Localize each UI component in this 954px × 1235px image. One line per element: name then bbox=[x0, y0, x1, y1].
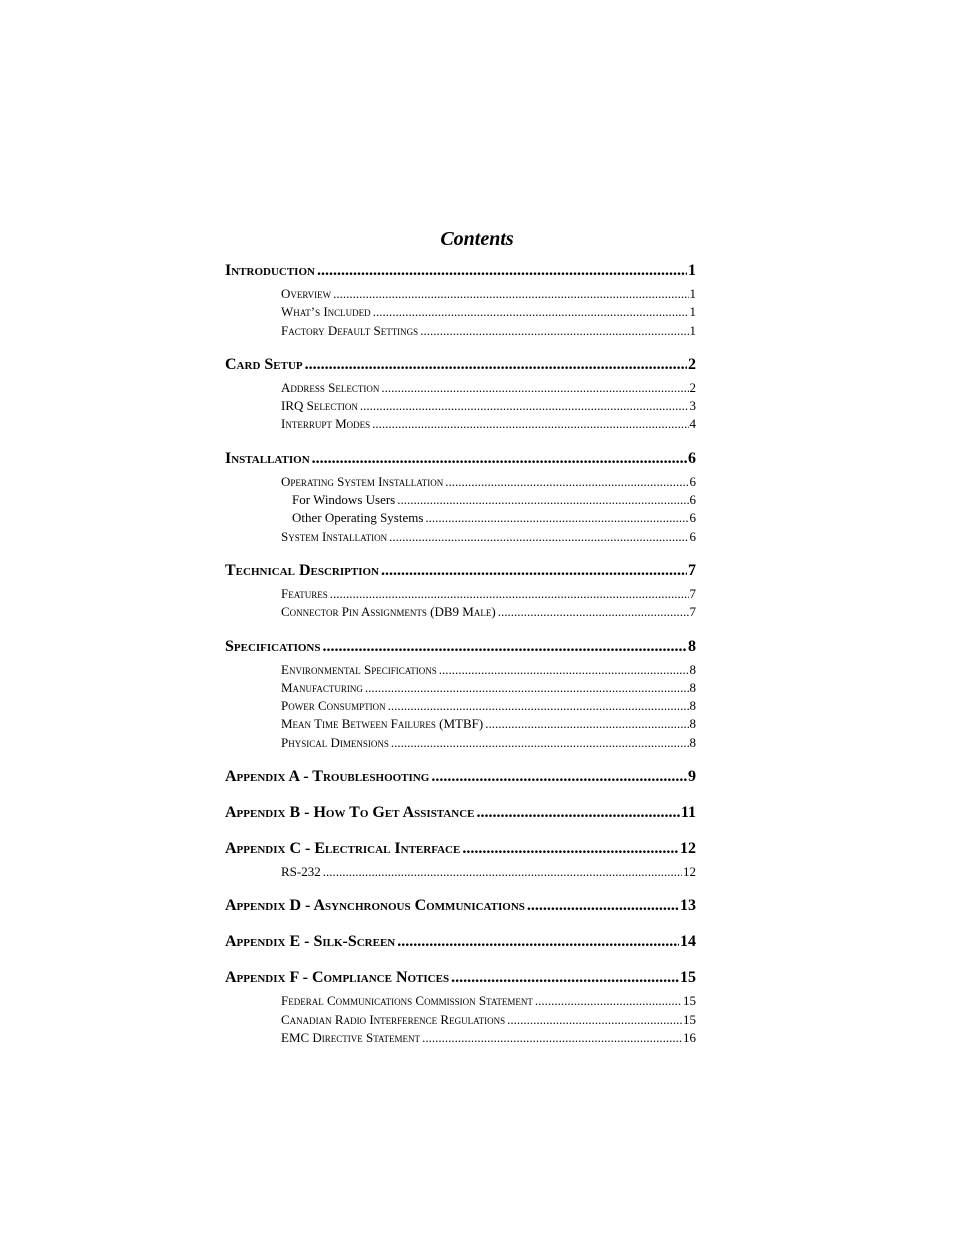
toc-entry-label: System Installation bbox=[281, 528, 388, 544]
toc-section-entry[interactable] bbox=[225, 473, 696, 491]
toc-entry-label: EMC Directive Statement bbox=[281, 1029, 421, 1045]
toc-entry-label: Factory Default Settings bbox=[281, 322, 419, 338]
toc-dot-leader bbox=[391, 734, 689, 752]
toc-section-entry[interactable] bbox=[225, 992, 696, 1010]
toc-section-entry[interactable] bbox=[225, 603, 696, 621]
toc-chapter-entry[interactable] bbox=[225, 260, 696, 282]
toc-page-number: 8 bbox=[689, 661, 696, 677]
toc-chapter-entry[interactable] bbox=[225, 636, 696, 658]
toc-entry-label: Connector Pin Assignments (DB9 Male) bbox=[281, 604, 496, 620]
toc-entry-label: Appendix F - Compliance Notices bbox=[225, 969, 450, 987]
toc-section-entry[interactable] bbox=[225, 491, 696, 509]
toc-page-number: 4 bbox=[689, 416, 696, 432]
toc-dot-leader bbox=[420, 322, 688, 340]
toc-entry-label: Power Consumption bbox=[281, 698, 386, 714]
toc-entry-label: Appendix C - Electrical Interface bbox=[225, 840, 461, 858]
toc-dot-leader bbox=[535, 992, 682, 1010]
toc-page-number: 12 bbox=[680, 840, 696, 858]
toc-section-entry[interactable] bbox=[225, 1011, 696, 1029]
toc-dot-leader bbox=[507, 1011, 682, 1029]
toc-entry-label: Operating System Installation bbox=[281, 473, 444, 489]
toc-dot-leader bbox=[381, 379, 688, 397]
toc-entry-label: Features bbox=[281, 585, 328, 601]
toc-chapter-entry[interactable] bbox=[225, 448, 696, 470]
toc-entry-label: Introduction bbox=[225, 262, 315, 279]
toc-section-entry[interactable] bbox=[225, 379, 696, 397]
toc-entry-label: Canadian Radio Interference Regulations bbox=[281, 1011, 506, 1027]
toc-entry-label: Environmental Specifications bbox=[281, 661, 437, 677]
toc-entry-label: Overview bbox=[281, 286, 332, 301]
toc-section-entry[interactable] bbox=[225, 397, 696, 415]
toc-entry-label: Address Selection bbox=[281, 379, 380, 395]
toc-chapter-entry[interactable] bbox=[225, 967, 696, 989]
toc-page-number: 14 bbox=[680, 933, 696, 951]
toc-dot-leader bbox=[477, 802, 680, 824]
toc-page-number: 16 bbox=[683, 1029, 696, 1045]
toc-dot-leader bbox=[498, 603, 689, 621]
toc-page-number: 1 bbox=[689, 322, 696, 338]
toc-section-entry[interactable] bbox=[225, 863, 696, 881]
toc-section-entry[interactable] bbox=[225, 322, 696, 340]
toc-dot-leader bbox=[397, 931, 679, 953]
toc-entry-label: Appendix A - Troubleshooting bbox=[225, 768, 430, 786]
toc-page-number: 13 bbox=[680, 897, 696, 915]
toc-entry-label: Physical Dimensions bbox=[281, 734, 389, 750]
toc-entry-label: Mean Time Between Failures (MTBF) bbox=[281, 716, 484, 732]
toc-chapter-entry[interactable] bbox=[225, 560, 696, 582]
toc-dot-leader bbox=[333, 285, 688, 303]
toc-dot-leader bbox=[462, 838, 679, 860]
toc-page-number: 15 bbox=[680, 969, 696, 987]
toc-page-number: 7 bbox=[688, 561, 696, 579]
toc-section-entry[interactable] bbox=[225, 734, 696, 752]
toc-dot-leader bbox=[312, 448, 687, 470]
table-of-contents bbox=[225, 260, 696, 1047]
toc-section-entry[interactable] bbox=[225, 285, 696, 303]
toc-page-number: 15 bbox=[683, 993, 696, 1009]
toc-section-entry[interactable] bbox=[225, 509, 696, 527]
toc-dot-leader bbox=[445, 473, 688, 491]
toc-dot-leader bbox=[431, 766, 687, 788]
toc-dot-leader bbox=[360, 397, 689, 415]
toc-page-number: 1 bbox=[689, 286, 696, 301]
toc-page-number: 8 bbox=[689, 734, 696, 750]
toc-entry-label: Other Operating Systems bbox=[292, 510, 424, 526]
toc-chapter-entry[interactable] bbox=[225, 838, 696, 860]
toc-dot-leader bbox=[527, 895, 679, 917]
toc-dot-leader bbox=[451, 967, 679, 989]
toc-entry-label: Appendix B - How To Get Assistance bbox=[225, 804, 475, 822]
toc-chapter-entry[interactable] bbox=[225, 931, 696, 953]
toc-entry-label: Appendix D - Asynchronous Communications bbox=[225, 897, 525, 915]
toc-section-entry[interactable] bbox=[225, 679, 696, 697]
toc-dot-leader bbox=[439, 661, 689, 679]
toc-entry-label: Manufacturing bbox=[281, 679, 363, 695]
toc-page-number: 2 bbox=[689, 379, 696, 395]
toc-page-number: 6 bbox=[689, 492, 696, 508]
toc-dot-leader bbox=[323, 636, 688, 658]
toc-page-number: 15 bbox=[683, 1011, 696, 1027]
toc-section-entry[interactable] bbox=[225, 303, 696, 321]
toc-dot-leader bbox=[485, 715, 688, 733]
toc-dot-leader bbox=[372, 415, 688, 433]
toc-dot-leader bbox=[422, 1029, 682, 1047]
toc-page-number: 9 bbox=[688, 768, 696, 786]
toc-entry-label: Federal Communications Commission Statement bbox=[281, 993, 533, 1009]
toc-section-entry[interactable] bbox=[225, 661, 696, 679]
toc-entry-label: Technical Description bbox=[225, 561, 379, 579]
toc-page-number: 8 bbox=[689, 716, 696, 732]
toc-page-number: 12 bbox=[683, 864, 696, 880]
toc-chapter-entry[interactable] bbox=[225, 895, 696, 917]
toc-chapter-entry[interactable] bbox=[225, 766, 696, 788]
toc-entry-label: Installation bbox=[225, 449, 310, 467]
toc-page-number: 7 bbox=[689, 585, 696, 601]
toc-dot-leader bbox=[397, 491, 688, 509]
toc-entry-label: Card Setup bbox=[225, 355, 303, 373]
toc-page-number: 6 bbox=[689, 510, 696, 526]
toc-entry-label: Appendix E - Silk-Screen bbox=[225, 933, 396, 951]
toc-section-entry[interactable] bbox=[225, 415, 696, 433]
toc-page-number: 11 bbox=[680, 804, 696, 822]
toc-page-number: 1 bbox=[689, 304, 696, 320]
toc-section-entry[interactable] bbox=[225, 528, 696, 546]
toc-chapter-entry[interactable] bbox=[225, 354, 696, 376]
toc-page-number: 6 bbox=[688, 449, 696, 467]
toc-dot-leader bbox=[425, 509, 688, 527]
toc-chapter-entry[interactable] bbox=[225, 802, 696, 824]
toc-entry-label: Specifications bbox=[225, 637, 321, 655]
toc-entry-label: Interrupt Modes bbox=[281, 416, 371, 432]
toc-dot-leader bbox=[381, 560, 687, 582]
toc-entry-label: IRQ Selection bbox=[281, 398, 358, 414]
toc-page-number: 8 bbox=[688, 637, 696, 655]
toc-page-number: 8 bbox=[689, 679, 696, 695]
toc-page-number: 6 bbox=[689, 528, 696, 544]
toc-dot-leader bbox=[317, 260, 687, 282]
toc-section-entry[interactable] bbox=[225, 585, 696, 603]
toc-entry-label: For Windows Users bbox=[292, 492, 396, 508]
toc-entry-label: RS-232 bbox=[281, 864, 321, 880]
toc-section-entry[interactable] bbox=[225, 1029, 696, 1047]
toc-section-entry[interactable] bbox=[225, 697, 696, 715]
toc-section-entry[interactable] bbox=[225, 715, 696, 733]
toc-dot-leader bbox=[373, 303, 689, 321]
page-title: Contents bbox=[440, 228, 514, 250]
toc-page-number: 3 bbox=[689, 398, 696, 414]
toc-dot-leader bbox=[323, 863, 682, 881]
toc-page-number: 1 bbox=[688, 262, 696, 279]
toc-page-number: 2 bbox=[688, 355, 696, 373]
toc-dot-leader bbox=[388, 697, 689, 715]
toc-dot-leader bbox=[389, 528, 688, 546]
toc-page-number: 7 bbox=[689, 604, 696, 620]
toc-dot-leader bbox=[330, 585, 689, 603]
toc-dot-leader bbox=[365, 679, 689, 697]
toc-dot-leader bbox=[305, 354, 687, 376]
toc-entry-label: What’s Included bbox=[281, 304, 371, 320]
toc-page-number: 6 bbox=[689, 473, 696, 489]
toc-page-number: 8 bbox=[689, 698, 696, 714]
